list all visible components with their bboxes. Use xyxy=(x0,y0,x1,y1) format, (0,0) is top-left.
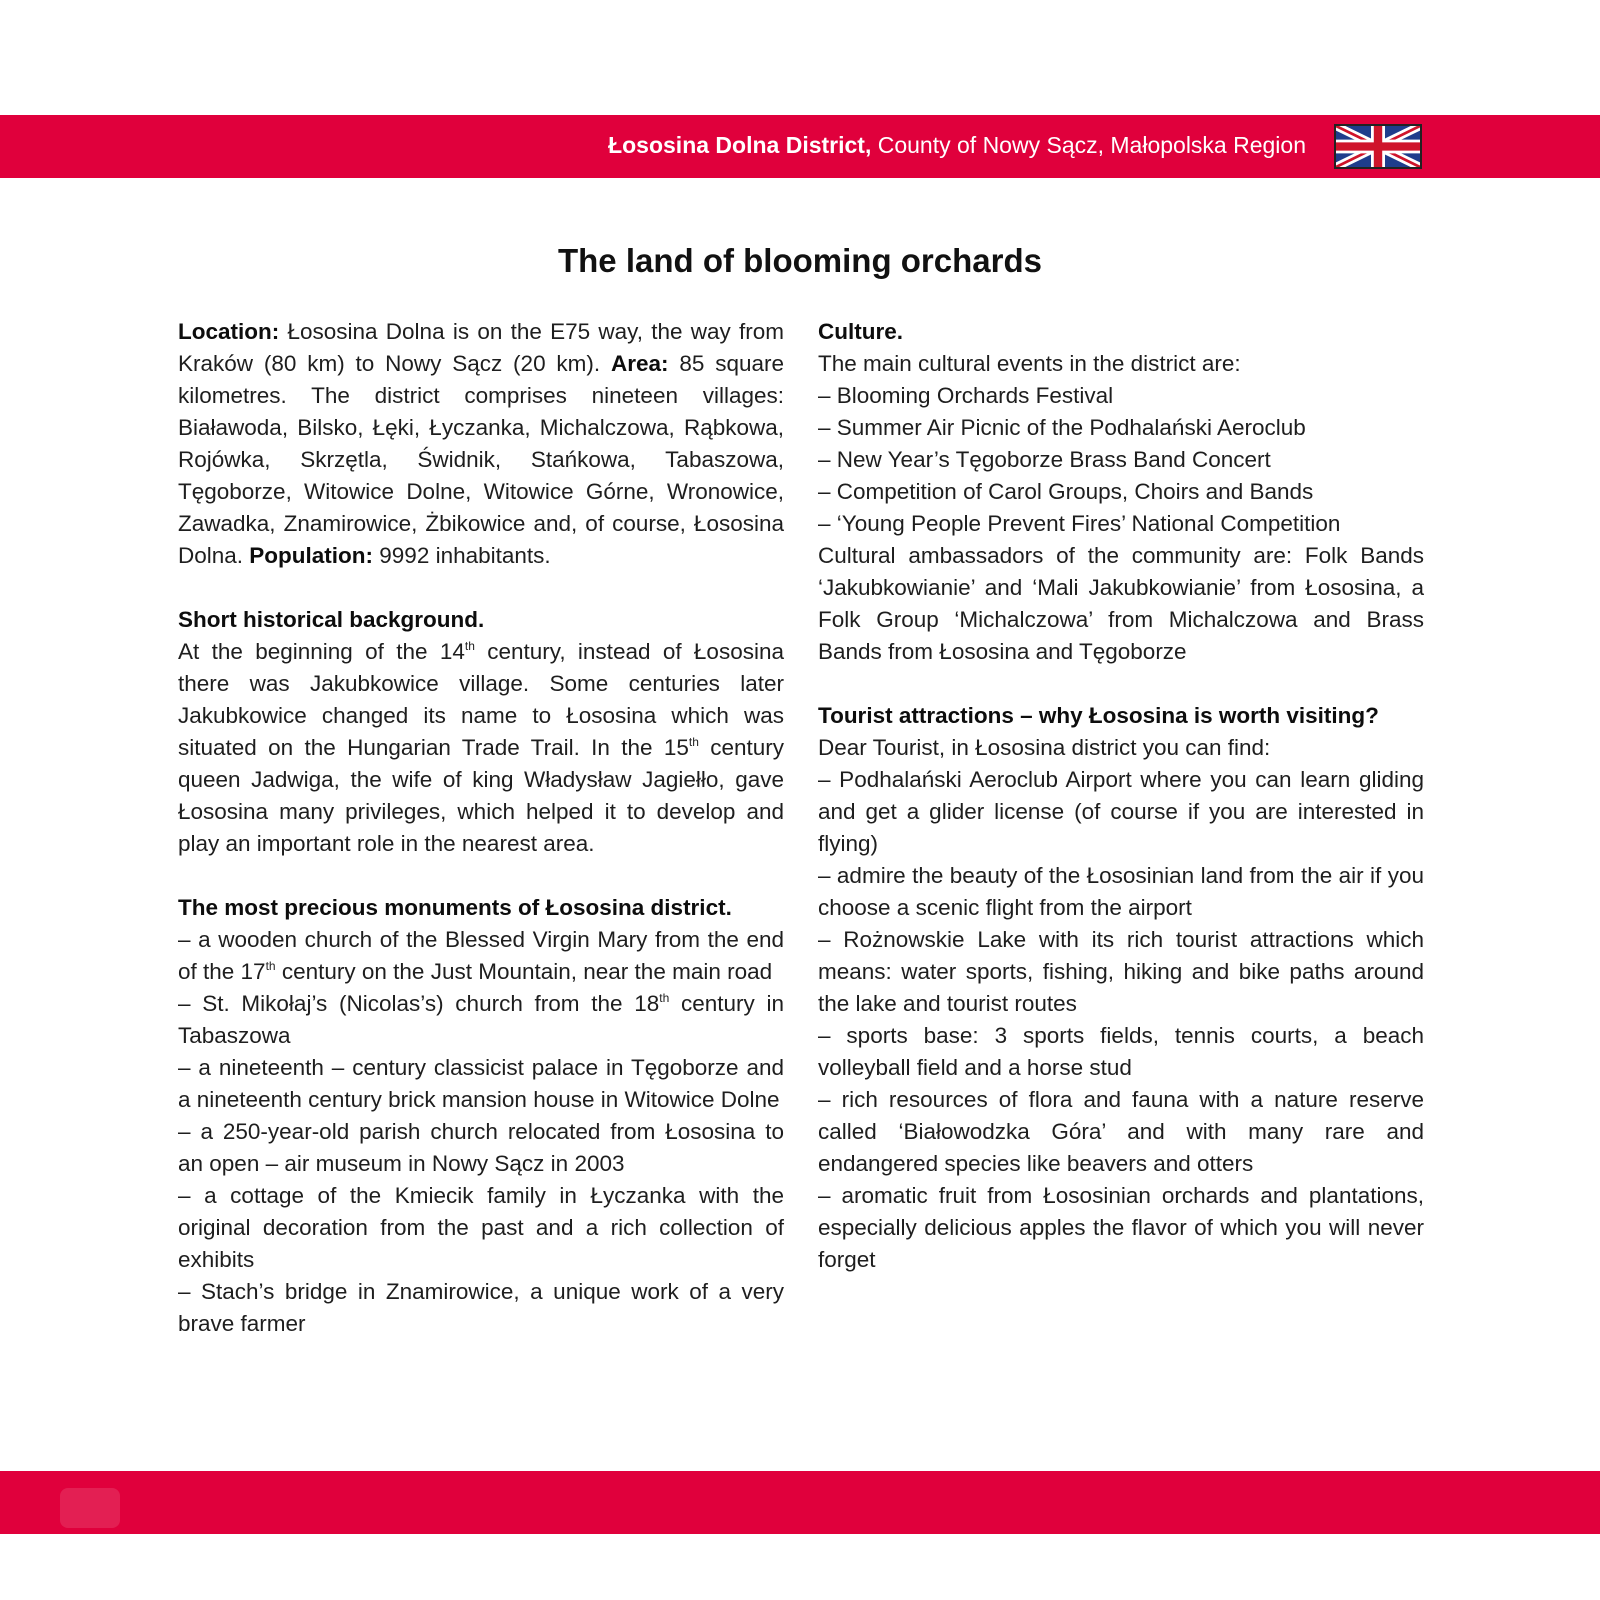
history-text-1: At the beginning of the 14 xyxy=(178,639,465,664)
ambassadors-paragraph: Cultural ambassadors of the community are: Folk Bands ‘Jakubkowianie’ and ‘Mali Jakubkowianie’ from Łososina, a Folk Group ‘Michalczowa’ from Michalczowa and Brass Bands from Łososina and Tęgoborze xyxy=(818,543,1424,664)
monument-1-sup: th xyxy=(265,959,276,973)
footer-band xyxy=(0,1471,1600,1534)
history-sup-1: th xyxy=(464,639,475,653)
monument-item: – Stach’s bridge in Znamirowice, a unique work of a very brave farmer xyxy=(178,1279,784,1336)
monument-item: – a nineteenth – century classicist palace in Tęgoborze and a nineteenth century brick mansion house in Witowice Dolne xyxy=(178,1055,784,1112)
attraction-item: – Rożnowskie Lake with its rich tourist attractions which means: water sports, fishing, hiking and bike paths around the lake and tourist routes xyxy=(818,927,1424,1016)
area-label: Area: xyxy=(610,351,669,376)
uk-flag-icon[interactable] xyxy=(1334,124,1422,169)
attraction-item: – rich resources of flora and fauna with a nature reserve called ‘Białowodzka Góra’ and with many rare and endangered species like beavers and otters xyxy=(818,1087,1424,1176)
attraction-item: – admire the beauty of the Łososinian land from the air if you choose a scenic flight from the airport xyxy=(818,863,1424,920)
monument-item xyxy=(178,924,784,988)
location-label: Location: xyxy=(178,319,280,344)
monument-2-text-b: century in Tabaszowa xyxy=(178,991,784,1048)
header-band xyxy=(0,115,1600,178)
header-county-region: County of Nowy Sącz, Małopolska Region xyxy=(871,132,1306,158)
history-sup-2: th xyxy=(688,735,699,749)
location-paragraph xyxy=(178,316,784,572)
header-region-text xyxy=(608,130,1306,160)
left-column xyxy=(178,316,784,1340)
population-label: Population: xyxy=(249,543,374,568)
event-item: – Summer Air Picnic of the Podhalański Aeroclub xyxy=(818,415,1306,440)
location-text: Łososina Dolna is on the E75 way, the way from Kraków (80 km) to Nowy Sącz (20 km). xyxy=(178,319,784,376)
tourist-intro: Dear Tourist, in Łososina district you can find: xyxy=(818,735,1271,760)
monuments-heading: The most precious monuments of Łososina district. xyxy=(178,895,732,920)
event-item: – New Year’s Tęgoborze Brass Band Concert xyxy=(818,447,1271,472)
history-paragraph xyxy=(178,636,784,860)
history-text-2: century, instead of Łososina there was Jakubkowice village. Some centuries later Jakubkowice changed its name to Łososina which was situated on the Hungarian Trade Trail. In the 15 xyxy=(178,639,784,760)
area-text: 85 square kilometres. The district comprises nineteen villages: Białawoda, Bilsko, Łęki, Łyczanka, Michalczowa, Rąbkowa, Rojówka, Skrzętla, Świdnik, Stańkowa, Tabaszowa, Tęgoborze, Witowice Dolne, Witowice Górne, Wronowice, Zawadka, Znamirowice, Żbikowice and, of course, Łososina Dolna. xyxy=(178,351,785,568)
population-text: 9992 inhabitants. xyxy=(373,543,551,568)
history-text-3: century queen Jadwiga, the wife of king Władysław Jagiełło, gave Łososina many privileges, which helped it to develop and play an important role in the nearest area. xyxy=(178,735,784,856)
attraction-item: – aromatic fruit from Łososinian orchards and plantations, especially delicious apples the flavor of which you will never forget xyxy=(818,1183,1424,1272)
monument-2-text-a: – St. Mikołaj’s (Nicolas’s) church from the 18 xyxy=(178,991,660,1016)
header-district: Łososina Dolna District, xyxy=(608,132,872,158)
history-heading: Short historical background. xyxy=(178,607,485,632)
monument-2-sup: th xyxy=(659,991,670,1005)
monument-item xyxy=(178,988,784,1052)
page-title: The land of blooming orchards xyxy=(557,242,1042,279)
right-column xyxy=(818,316,1424,1276)
monument-item: – a cottage of the Kmiecik family in Łyczanka with the original decoration from the past and a rich collection of exhibits xyxy=(178,1183,784,1272)
culture-intro: The main cultural events in the district are: xyxy=(818,351,1241,376)
page-number-marker xyxy=(60,1488,120,1528)
culture-heading: Culture. xyxy=(818,319,904,344)
attraction-item: – Podhalański Aeroclub Airport where you can learn gliding and get a glider license (of course if you are interested in flying) xyxy=(818,767,1424,856)
monument-1-text-b: century on the Just Mountain, near the main road xyxy=(275,959,773,984)
event-item: – Blooming Orchards Festival xyxy=(818,383,1114,408)
tourist-heading: Tourist attractions – why Łososina is worth visiting? xyxy=(818,703,1379,728)
event-item: – Competition of Carol Groups, Choirs and Bands xyxy=(818,479,1314,504)
event-item: – ‘Young People Prevent Fires’ National Competition xyxy=(818,511,1341,536)
attraction-item: – sports base: 3 sports fields, tennis courts, a beach volleyball field and a horse stud xyxy=(818,1023,1424,1080)
monument-1-text-a: – a wooden church of the Blessed Virgin Mary from the end of the 17 xyxy=(178,927,784,984)
monument-item: – a 250-year-old parish church relocated from Łososina to an open – air museum in Nowy Sącz in 2003 xyxy=(178,1119,784,1176)
